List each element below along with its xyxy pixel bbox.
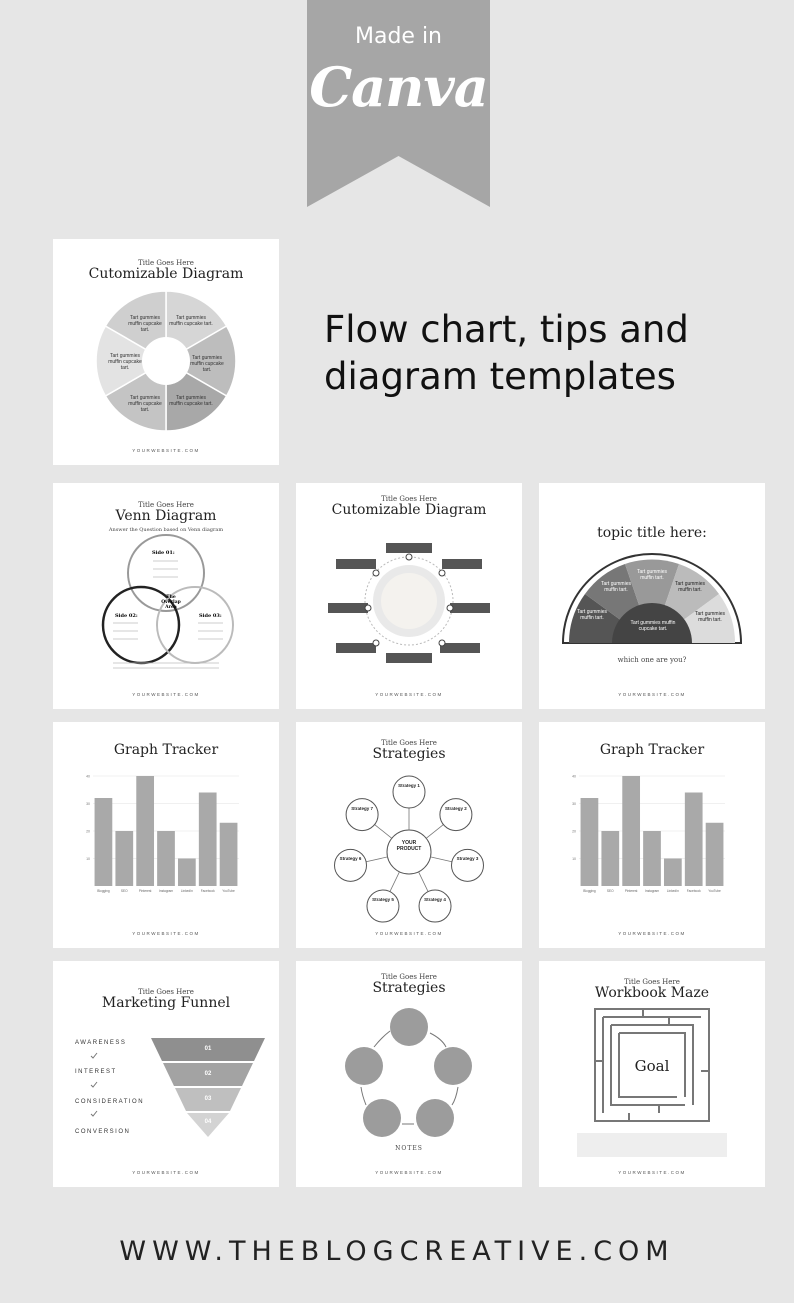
strategy-node [335,849,367,881]
semicircle-segment-text: Tart gummies muffin tart. [600,581,631,593]
bar [601,831,619,886]
funnel-stage: AWARENESS [75,1040,127,1046]
banner-made-in: Made in [354,24,442,49]
strategy-connector [390,872,400,892]
strategy-connector [419,872,429,892]
card-title: Cutomizable Diagram [331,502,487,518]
bar-chart [53,722,279,948]
card-title: Marketing Funnel [101,995,231,1011]
card-footer: YOURWEBSITE.COM [375,931,443,936]
bar [643,831,661,886]
card-customizable-diagram-callouts[interactable] [296,483,522,709]
maze-goal-label: Goal [634,1057,670,1075]
wheel-segment-text: Tart gummies muffin cupcake tart. [128,395,162,413]
card-customizable-diagram-wheel[interactable] [53,239,279,465]
footer-website-url[interactable]: WWW.THEBLOGCREATIVE.COM [119,1236,675,1267]
funnel-level: 02 [204,1071,212,1077]
cycle-diagram [296,961,522,1187]
x-tick-label: YouTube [222,889,235,893]
strategy-label: Strategy 6 [339,856,362,862]
card-workbook-maze[interactable] [539,961,765,1187]
card-subtitle: Title Goes Here [624,978,680,986]
semicircle-segment-text: Tart gummies muffin tart. [576,609,607,621]
funnel-stage: INTEREST [75,1069,117,1075]
x-tick-label: Facebook [686,889,701,893]
card-title: Venn Diagram [115,508,217,524]
card-footer: YOURWEBSITE.COM [375,1170,443,1175]
funnel-level: 04 [204,1119,212,1125]
funnel-level: 03 [204,1096,212,1102]
wheel-segment-text: Tart gummies muffin cupcake tart. [108,353,142,371]
y-tick-label: 20 [86,829,90,834]
card-subtitle: Title Goes Here [381,973,437,981]
bar [178,859,196,887]
semicircle-segment-text: Tart gummies muffin tart. [636,569,667,581]
card-subtitle: Title Goes Here [138,988,194,996]
strategy-node [419,890,451,922]
wheel-segment-text: Tart gummies muffin cupcake tart. [190,355,224,373]
strategy-node [440,799,472,831]
card-title: Cutomizable Diagram [88,266,244,282]
wheel-diagram [53,239,279,465]
card-footer: YOURWEBSITE.COM [132,692,200,697]
x-tick-label: Blogging [97,889,110,893]
card-title: Graph Tracker [599,742,705,758]
card-topic-semicircle[interactable] [539,483,765,709]
strategy-label: Strategy 1 [398,783,420,788]
x-tick-label: LinkedIn [666,889,679,893]
bar [685,793,703,887]
x-tick-label: Facebook [200,889,215,893]
card-subtitle: Title Goes Here [138,501,194,509]
y-tick-label: 10 [572,857,576,861]
strategy-center-label: YOUR PRODUCT [396,840,422,852]
banner-canva-logo: Canva [309,55,488,119]
wheel-segment-text: Tart gummies muffin cupcake tart. [169,395,213,407]
card-footer: YOURWEBSITE.COM [618,931,686,936]
bar [664,859,682,887]
bar [706,823,724,886]
card-venn-diagram[interactable] [53,483,279,709]
bar [220,823,238,886]
bar [199,793,217,887]
card-title: Workbook Maze [594,985,710,1001]
semicircle-segment-text: Tart gummies muffin tart. [694,611,725,623]
venn-side-3: Side 03: [199,613,222,619]
wheel-segment-text: Tart gummies muffin cupcake tart. [128,315,162,333]
strategy-node [451,849,483,881]
x-tick-label: Instagram [644,889,660,893]
card-strategies-cycle[interactable] [296,961,522,1187]
strategy-node [393,776,425,808]
semicircle-segment-text: Tart gummies muffin tart. [674,581,705,593]
card-footer: YOURWEBSITE.COM [618,1170,686,1175]
semicircle-center-text: Tart gummies muffin cupcake tart. [630,620,676,632]
x-tick-label: Pinterest [138,889,152,893]
card-subtitle: Title Goes Here [138,259,194,267]
card-title: topic title here: [597,525,707,541]
y-tick-label: 40 [86,774,90,779]
x-tick-label: YouTube [708,889,721,893]
card-footer: YOURWEBSITE.COM [375,692,443,697]
bar [115,831,133,886]
x-tick-label: SEO [606,889,614,893]
venn-side-2: Side 02: [115,613,138,619]
headline: Flow chart, tips and diagram templates [324,308,689,398]
card-marketing-funnel[interactable] [53,961,279,1187]
strategy-connector [426,825,443,839]
venn-caption: Answer the Question based on Venn diagram [108,527,224,533]
strategy-label: Strategy 4 [424,897,446,903]
strategy-node [367,890,399,922]
card-graph-tracker-2[interactable] [539,722,765,948]
semicircle-question: which one are you? [617,656,687,664]
x-tick-label: SEO [120,889,128,893]
semicircle-diagram [539,483,765,709]
card-footer: YOURWEBSITE.COM [132,1170,200,1175]
bar [157,831,175,886]
funnel-stage: CONSIDERATION [75,1099,145,1105]
card-title: Graph Tracker [113,742,219,758]
bar [95,798,113,886]
y-tick-label: 10 [86,857,90,861]
bar [136,776,154,886]
x-tick-label: Blogging [583,889,596,893]
strategy-node [346,799,378,831]
card-footer: YOURWEBSITE.COM [618,692,686,697]
strategy-label: Strategy 5 [372,897,394,903]
funnel-stage: CONVERSION [75,1129,131,1135]
strategy-label: Strategy 2 [445,805,467,811]
card-subtitle: Title Goes Here [381,739,437,747]
wheel-segment-text: Tart gummies muffin cupcake tart. [169,315,213,327]
callout-diagram [296,483,522,709]
funnel-level: 01 [204,1046,212,1052]
card-title: Strategies [372,980,446,996]
card-footer: YOURWEBSITE.COM [132,448,200,453]
strategy-connector [430,857,451,862]
bar [622,776,640,886]
y-tick-label: 30 [572,802,576,806]
strategy-label: Strategy 3 [456,856,479,862]
strategy-label: Strategy 7 [351,805,373,811]
x-tick-label: LinkedIn [180,889,193,893]
y-tick-label: 20 [572,829,576,834]
card-footer: YOURWEBSITE.COM [132,931,200,936]
venn-side-1: Side 01: [152,550,175,556]
x-tick-label: Instagram [158,889,174,893]
venn-overlap-label: The Overlap Area [161,595,181,610]
strategy-connector [375,825,392,839]
card-subtitle: Title Goes Here [381,495,437,503]
y-tick-label: 40 [572,774,576,779]
strategy-radial-diagram [296,722,522,948]
bar-chart [539,722,765,948]
y-tick-label: 30 [86,802,90,806]
card-strategies-radial[interactable] [296,722,522,948]
card-graph-tracker-1[interactable] [53,722,279,948]
card-title: Strategies [372,746,446,762]
x-tick-label: Pinterest [624,889,638,893]
strategy-connector [366,857,387,862]
made-in-canva-banner [307,0,490,207]
bar [581,798,599,886]
notes-label: NOTES [395,1145,423,1152]
